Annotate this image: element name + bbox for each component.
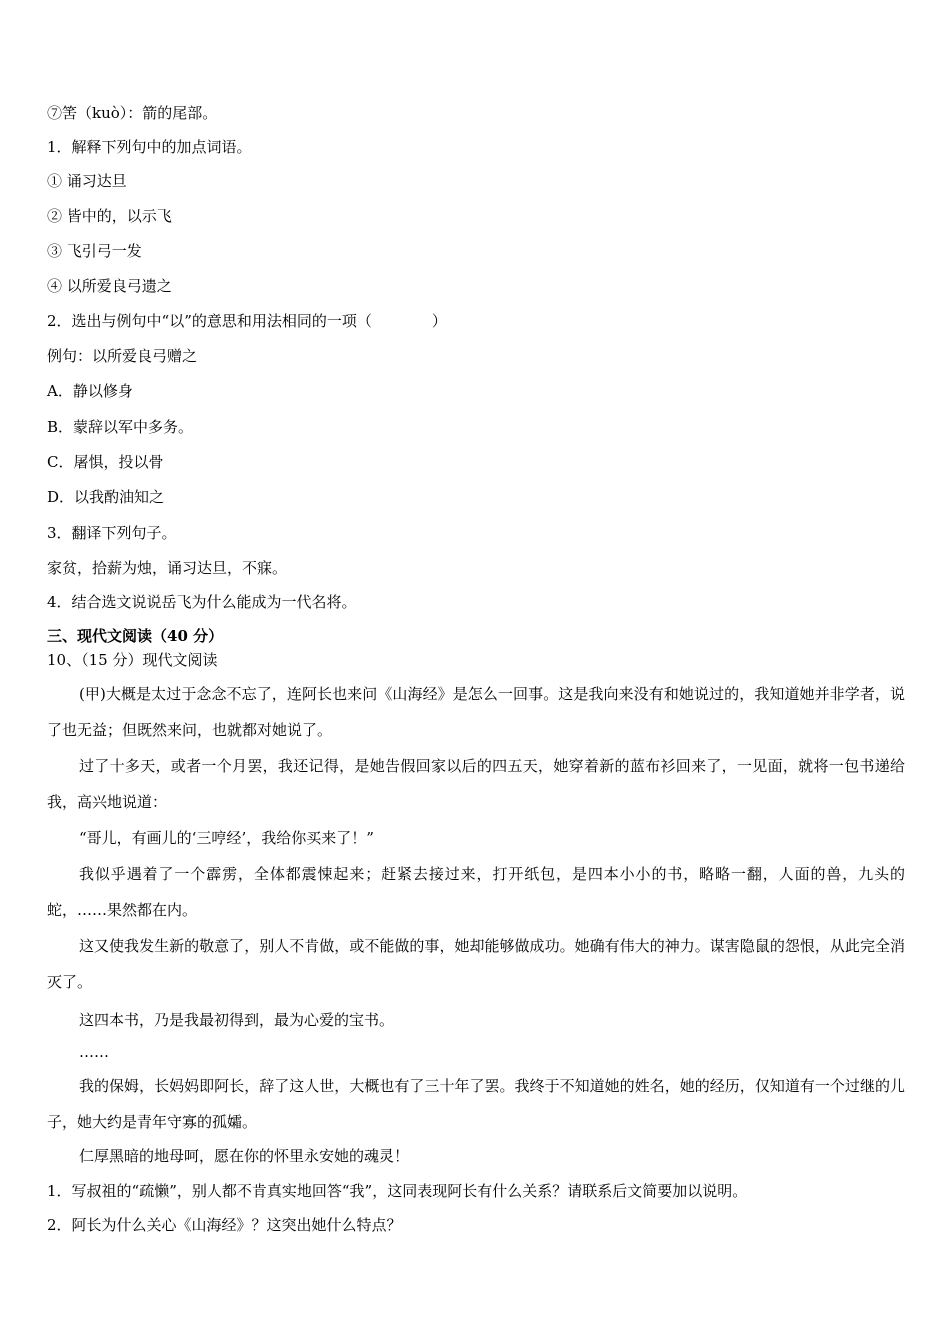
passage-paragraph: (甲)大概是太过于念念不忘了，连阿长也来问《山海经》是怎么一回事。这是我向来没有和她说过的，我知道她并非学者，说了也无益；但既然来问，也就都对她说了。	[47, 685, 905, 739]
passage-paragraph: 这又使我发生新的敬意了，别人不肯做，或不能做的事，她却能够做成功。她确有伟大的神力。谋害隐鼠的怨恨，从此完全消灭了。	[47, 937, 905, 991]
question-1: 1．解释下列句中的加点词语。	[47, 138, 252, 156]
annotation-note-7: ⑦筈（kuò）：箭的尾部。	[47, 104, 218, 122]
passage-paragraph: 我的保姆，长妈妈即阿长，辞了这人世，大概也有了三十年了罢。我终于不知道她的姓名，她的经历，仅知道有一个过继的儿子，她大约是青年守寡的孤孀。	[47, 1077, 905, 1131]
question-2-example: 例句：以所爱良弓赠之	[47, 347, 198, 365]
passage-paragraph: “哥儿，有画儿的‘三哼经’，我给你买来了！”	[79, 829, 374, 847]
passage-ellipsis: ……	[79, 1043, 109, 1061]
question-3: 3．翻译下列句子。	[47, 524, 177, 542]
option-d: D．以我酌油知之	[47, 488, 165, 506]
question-2: 2．选出与例句中“以”的意思和用法相同的一项（ ）	[47, 312, 447, 330]
question-1-item: ④ 以所爱良弓遗之	[47, 277, 172, 295]
reading-question-2: 2．阿长为什么关心《山海经》？这突出她什么特点？	[47, 1216, 402, 1234]
passage-paragraph: 过了十多天，或者一个月罢，我还记得，是她告假回家以后的四五天，她穿着新的蓝布衫回来了，一见面，就将一包书递给我，高兴地说道：	[47, 757, 905, 811]
question-10-title: 10、（15 分）现代文阅读	[47, 651, 218, 669]
section-heading: 三、现代文阅读（40 分）	[47, 627, 224, 645]
question-3-sentence: 家贫，拾薪为烛，诵习达旦，不寐。	[47, 559, 288, 577]
question-4: 4．结合选文说说岳飞为什么能成为一代名将。	[47, 593, 357, 611]
question-1-item: ③ 飞引弓一发	[47, 242, 142, 260]
passage-paragraph: 我似乎遇着了一个霹雳，全体都震悚起来；赶紧去接过来，打开纸包，是四本小小的书，略略一翻，人面的兽，九头的蛇，……果然都在内。	[47, 865, 905, 919]
question-1-item: ② 皆中的，以示飞	[47, 207, 172, 225]
reading-question-1: 1．写叔祖的“疏懒”，别人都不肯真实地回答“我”，这同表现阿长有什么关系？请联系后文简要加以说明。	[47, 1182, 748, 1200]
option-b: B．蒙辞以军中多务。	[47, 418, 194, 436]
option-c: C．屠惧，投以骨	[47, 453, 164, 471]
option-a: A．静以修身	[47, 382, 133, 400]
question-1-item: ① 诵习达旦	[47, 172, 127, 190]
passage-paragraph: 仁厚黑暗的地母呵，愿在你的怀里永安她的魂灵！	[79, 1147, 410, 1165]
passage-paragraph: 这四本书，乃是我最初得到，最为心爱的宝书。	[79, 1011, 395, 1029]
